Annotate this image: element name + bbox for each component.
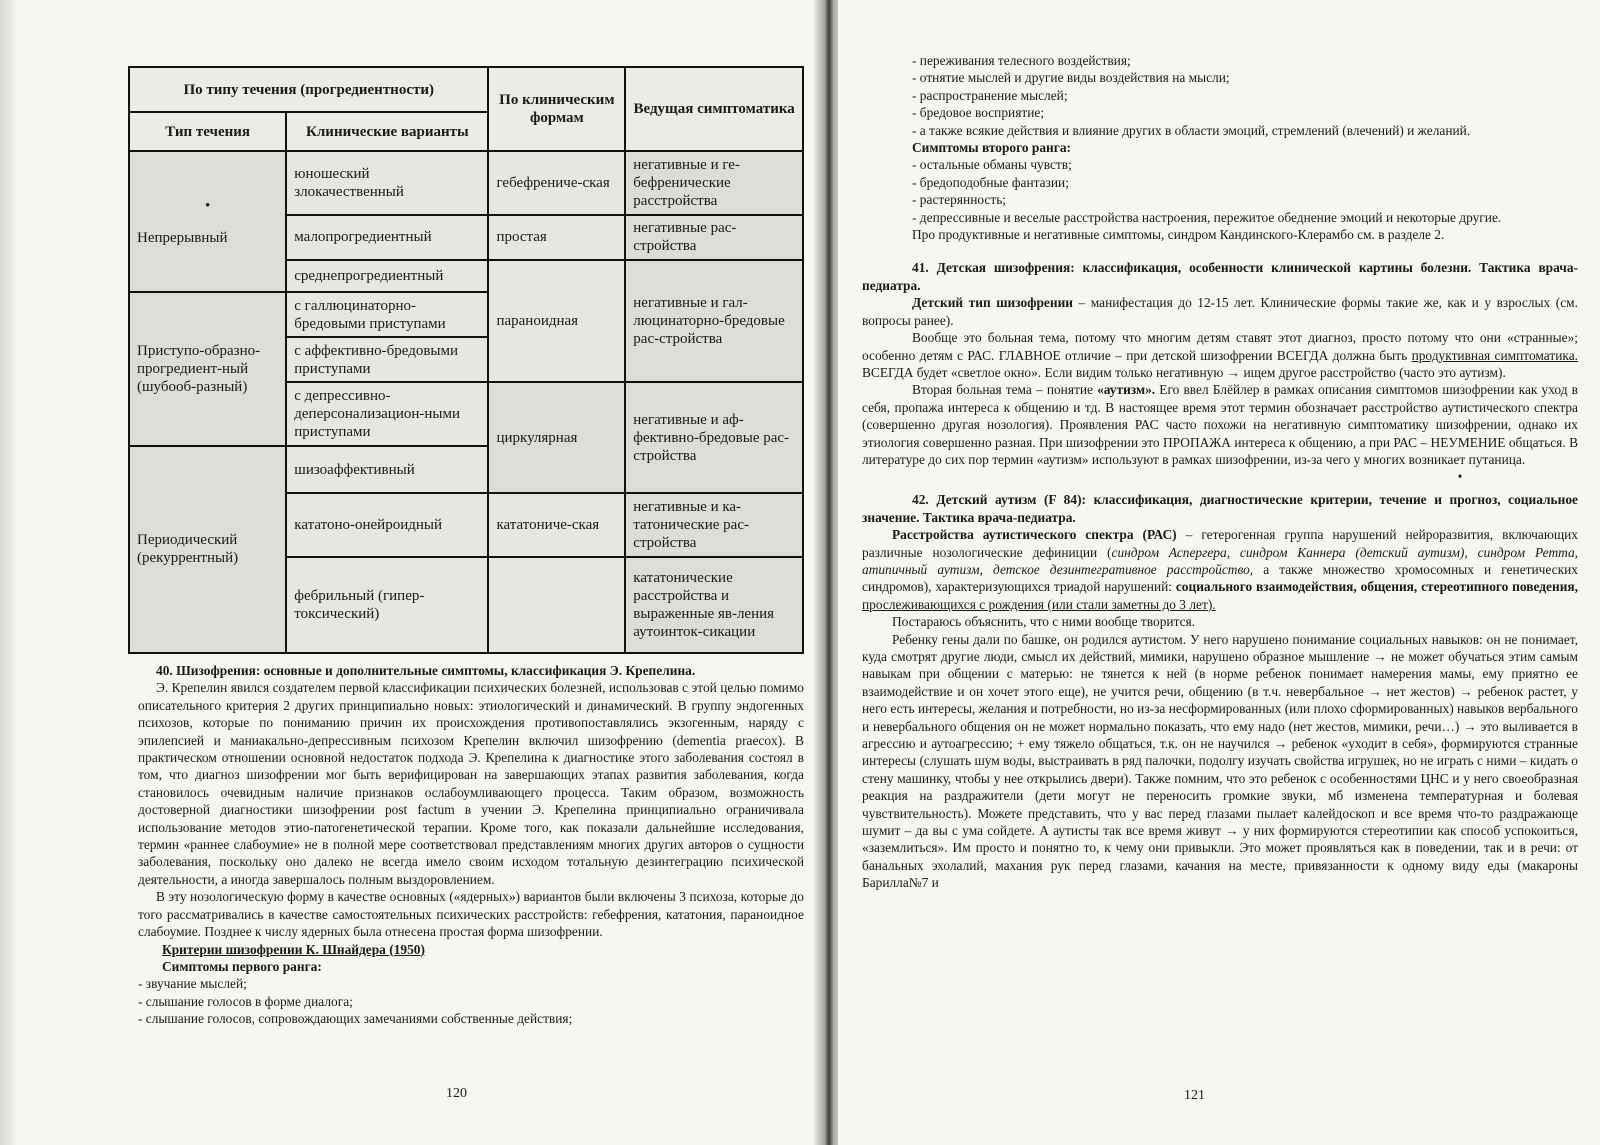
section-41-title: 41. Детская шизофрения: классификация, особенности клинической картины болезни. Тактика врача-педиатра. [862, 260, 1578, 293]
list-item: - остальные обманы чувств; [912, 157, 1072, 173]
italic-run: синдром Аспергера, синдром Каннера (детский аутизм), синдром Ретта, атипичный аутизм, детское дезинтегративное расстройство, [862, 544, 1578, 577]
page-number: 121 [1184, 1088, 1205, 1103]
text-run: а также множество хромосомных и генетических синдромов), характеризующихся триадой нарушений: [862, 561, 1578, 595]
list-item: - слышание голосов, сопровождающих замечаниями собственные действия; [138, 1011, 573, 1027]
text-run: – манифестация до 12-15 лет. Клинические формы такие же, как и у взрослых (см. вопросы ранее). [862, 295, 1578, 328]
section-42-title: 42. Детский аутизм (F 84): классификация, диагностические критерии, течение и прогноз, социальное значение. Тактика врача-педиатра. [862, 492, 1578, 525]
variant-cell: с депрессивно-деперсонализацион-ными приступами [286, 382, 488, 446]
form-catatonic: кататониче-ская [488, 493, 625, 557]
symptoms-cell: кататонические расстройства и выраженные яв-ления аутоинток-сикации [625, 557, 803, 653]
bullet-mark: • [205, 197, 211, 214]
right-page [838, 0, 1600, 1145]
paragraph [862, 381, 1578, 468]
paragraph: Ребенку гены дали по башке, он родился аутистом. У него нарушено понимание социальных навыков: он не понимает, куда смотрят другие люди, смысл их действий, мимики, нарушено образное мышление → не может обучаться этим самым навыкам при общении с матерью: не тянется к ней (в норме ребенок понимает намерения мамы, ему приятно ее взаимодействие и он хочет этого еще), не учится речи, общению (в т.ч. невербальное → нет жестов) → ребенок растет, у него есть интересы, желания и потребности, но из-за несформированных (или плохо сформированных) навыков вербального и невербального общения он не может нормально показать, что ему надо (нет жестов, мимики, речи…) → это выливается в агрессию и аутоагрессию; + ему тяжело общаться, т.к. он не научился → ребенок «уходит в себя», формируются странные интересы (слушать шум воды, выстраивать в ряд палочки, подолгу изучать свойства игрушек, но не играть с ними – кидать о стену машинку, чтобы у нее открылись двери). Также помним, что это ребенок с особенностями ЦНС и у него своеобразная реакция на раздражители (дети могут не переносить громкие звуки, мб изменена температурная и болевая чувствительность). Можете представить, что у вас перед глазами пылает калейдоскоп и все время что-то раздражающе шумит – да вы с ума сойдете. А аутисты так все время живут → у них формируются стереотипии как способ успокоиться, «заземлиться». Им просто и понятно то, к чему они привыкли. Это может проявляться как в поведении, так и в речи: от банальных эхолалий, махания рук перед глазами, качания на месте, привязанности к одному виду еды (макароны Барилла№7 и [862, 631, 1578, 891]
header-course: По типу течения (прогредиентности) [129, 67, 488, 112]
symptoms-cell: негативные рас-стройства [625, 215, 803, 260]
paragraph [862, 329, 1578, 381]
paragraph [862, 526, 1578, 613]
type-paroxysmal: Приступо-образно-прогредиент-ный (шубооб-разный) [129, 292, 286, 446]
text-run: ВСЕГДА будет «светлое окно». Если видим только негативную → ищем другое расстройство (часто это аутизм). [862, 364, 1506, 380]
symptoms-cell: негативные и ге-бефренические расстройства [625, 151, 803, 215]
type-periodic: Периодический (рекуррентный) [129, 446, 286, 653]
symptoms-cell: негативные и аф-фективно-бредовые рас-стройства [625, 382, 803, 493]
underlined-term: прослеживающихся с рождения (или стали заметны до 3 лет). [862, 596, 1216, 612]
variant-cell: среднепрогредиентный [286, 260, 488, 293]
variant-cell: с аффективно-бредовыми приступами [286, 337, 488, 382]
form-circular: циркулярная [488, 382, 625, 493]
text-run: Вообще это больная тема, потому что многим детям ставят этот диагноз, просто потому что они «странные»; особенно детям с РАС. ГЛАВНОЕ отличие – при детской шизофрении ВСЕГДА должна быть [862, 330, 1578, 363]
empty-form-cell [488, 557, 625, 653]
variant-cell: с галлюцинаторно-бредовыми приступами [286, 292, 488, 337]
form-paranoid: параноидная [488, 260, 625, 383]
form-simple: простая [488, 215, 625, 260]
paragraph: Постараюсь объяснить, что с ними вообще творится. [892, 614, 1196, 630]
bold-term: Расстройства аутистического спектра (РАС) [892, 527, 1177, 543]
right-text-block [862, 52, 1578, 892]
list-item: - бредовое восприятие; [912, 105, 1045, 121]
type-continuous-cell [129, 151, 286, 292]
section-40-title: 40. Шизофрения: основные и дополнительные симптомы, классификация Э. Крепелина. [156, 663, 696, 678]
variant-cell: малопрогредиентный [286, 215, 488, 260]
second-rank-title: Симптомы второго ранга: [912, 140, 1072, 156]
paragraph [862, 294, 1578, 329]
header-symptoms: Ведущая симптоматика [625, 67, 803, 151]
bold-term: Детский тип шизофрении [912, 295, 1074, 311]
paragraph: Э. Крепелин явился создателем первой классификации психических болезней, использовав с этой целью помимо описательного критерия 2 других принципиально новых: этиологический и динамический. В группу эндогенных психозов, которые по пониманию причин их происхождения противопоставлялись экзогенным, наряду с эпилепсией и маниакально-депрессивным психозом Крепелин включил шизофрению (dementia praecox). В практическом отношении основной недостаток подхода Э. Крепелина к диагностике этого заболевания состоял в том, что диагноз шизофрении мог быть верифицирован на завершающих этапах развития заболевания, когда становилось очевидным наличие признаков ослабоумливающего процесса. Таким образом, возможность достоверной диагностики шизофрении post factum в учении Э. Крепелина принципиально ограничивала использование методов этио-патогенетической терапии. Кроме того, как показали дальнейшие исследования, термин «раннее слабоумие» не в полной мере соответствовал представлениям многих других авторов о сущности заболевания, поскольку оно далеко не всегда имело своим исходом тотальную дезинтеграцию психической деятельности, а иногда завершалось полным выздоровлением. [138, 680, 804, 887]
list-item: - а также всякие действия и влияние других в области эмоций, стремлений (влечений) и желаний. [912, 122, 1471, 138]
bold-term: социального взаимодействия, общения, стереотипного поведения, [1175, 579, 1578, 595]
list-item: - бредоподобные фантазии; [912, 174, 1069, 190]
reference-line: Про продуктивные и негативные симптомы, синдром Кандинского-Клерамбо см. в разделе 2. [912, 227, 1445, 243]
form-hebephrenic: гебефрениче-ская [488, 151, 625, 215]
header-type: Тип течения [129, 112, 286, 151]
list-item: - отнятие мыслей и другие виды воздействия на мысли; [912, 70, 1230, 86]
first-rank-title: Симптомы первого ранга: [162, 958, 322, 974]
type-continuous: Непрерывный [137, 229, 228, 246]
paragraph: В эту нозологическую форму в качестве основных («ядерных») вариантов были включены 3 психоза, которые до того рассматривались в качестве самостоятельных психических расстройств: гебефрения, кататония, параноидное слабоумие. Позднее к числу ядерных была отнесена простая форма шизофрении. [138, 889, 804, 940]
text-run: Его ввел Блёйлер в рамках описания симптомов шизофрении как уход в себя, пропажа интереса к общению и тд. В настоящее время этот термин обозначает расстройство аутистического спектра (совершенно другая нозология). Проявления РАС часто похожи на негативную симптоматику шизофрении, однако их этиология совершенно разная. При шизофрении это ПРОПАЖА интереса к общению, а при РАС – НЕУМЕНИЕ общаться. В литературе до сих пор термин «аутизм» используют в рамках шизофрении, из-за чего у многих возникает путаница. [862, 382, 1578, 467]
left-text-block [138, 662, 804, 1028]
list-item: - звучание мыслей; [138, 976, 247, 992]
text-run: – гетерогенная группа нарушений нейроразвития, включающих различные нозологические дефиниции ( [862, 527, 1578, 560]
schizophrenia-classification-table [128, 66, 804, 654]
header-forms: По клиническим формам [488, 67, 625, 151]
page-number: 120 [446, 1086, 467, 1101]
symptoms-cell: негативные и гал-люцинаторно-бредовые рас-стройства [625, 260, 803, 383]
list-item: - распространение мыслей; [912, 87, 1068, 103]
variant-cell: шизоаффективный [286, 446, 488, 493]
underlined-term: продуктивная симптоматика. [1411, 347, 1578, 363]
list-item: - слышание голосов в форме диалога; [138, 993, 353, 1009]
list-item: - переживания телесного воздействия; [912, 53, 1131, 68]
schneider-criteria-title: Критерии шизофрении К. Шнайдера (1950) [162, 941, 425, 957]
bold-term: «аутизм». [1097, 382, 1156, 398]
page-edge-shadow [0, 0, 18, 1145]
variant-cell: фебрильный (гипер-токсический) [286, 557, 488, 653]
symptoms-cell: негативные и ка-татонические рас-стройства [625, 493, 803, 557]
list-item: - растерянность; [912, 192, 1007, 208]
variant-cell: юношеский злокачественный [286, 151, 488, 215]
dot-mark: • [1457, 469, 1463, 485]
list-item: - депрессивные и веселые расстройства настроения, пережитое обеднение эмоций и некоторые другие. [912, 209, 1502, 225]
variant-cell: кататоно-онейроидный [286, 493, 488, 557]
header-variants: Клинические варианты [286, 112, 488, 151]
text-run: Вторая больная тема – понятие [912, 382, 1098, 398]
